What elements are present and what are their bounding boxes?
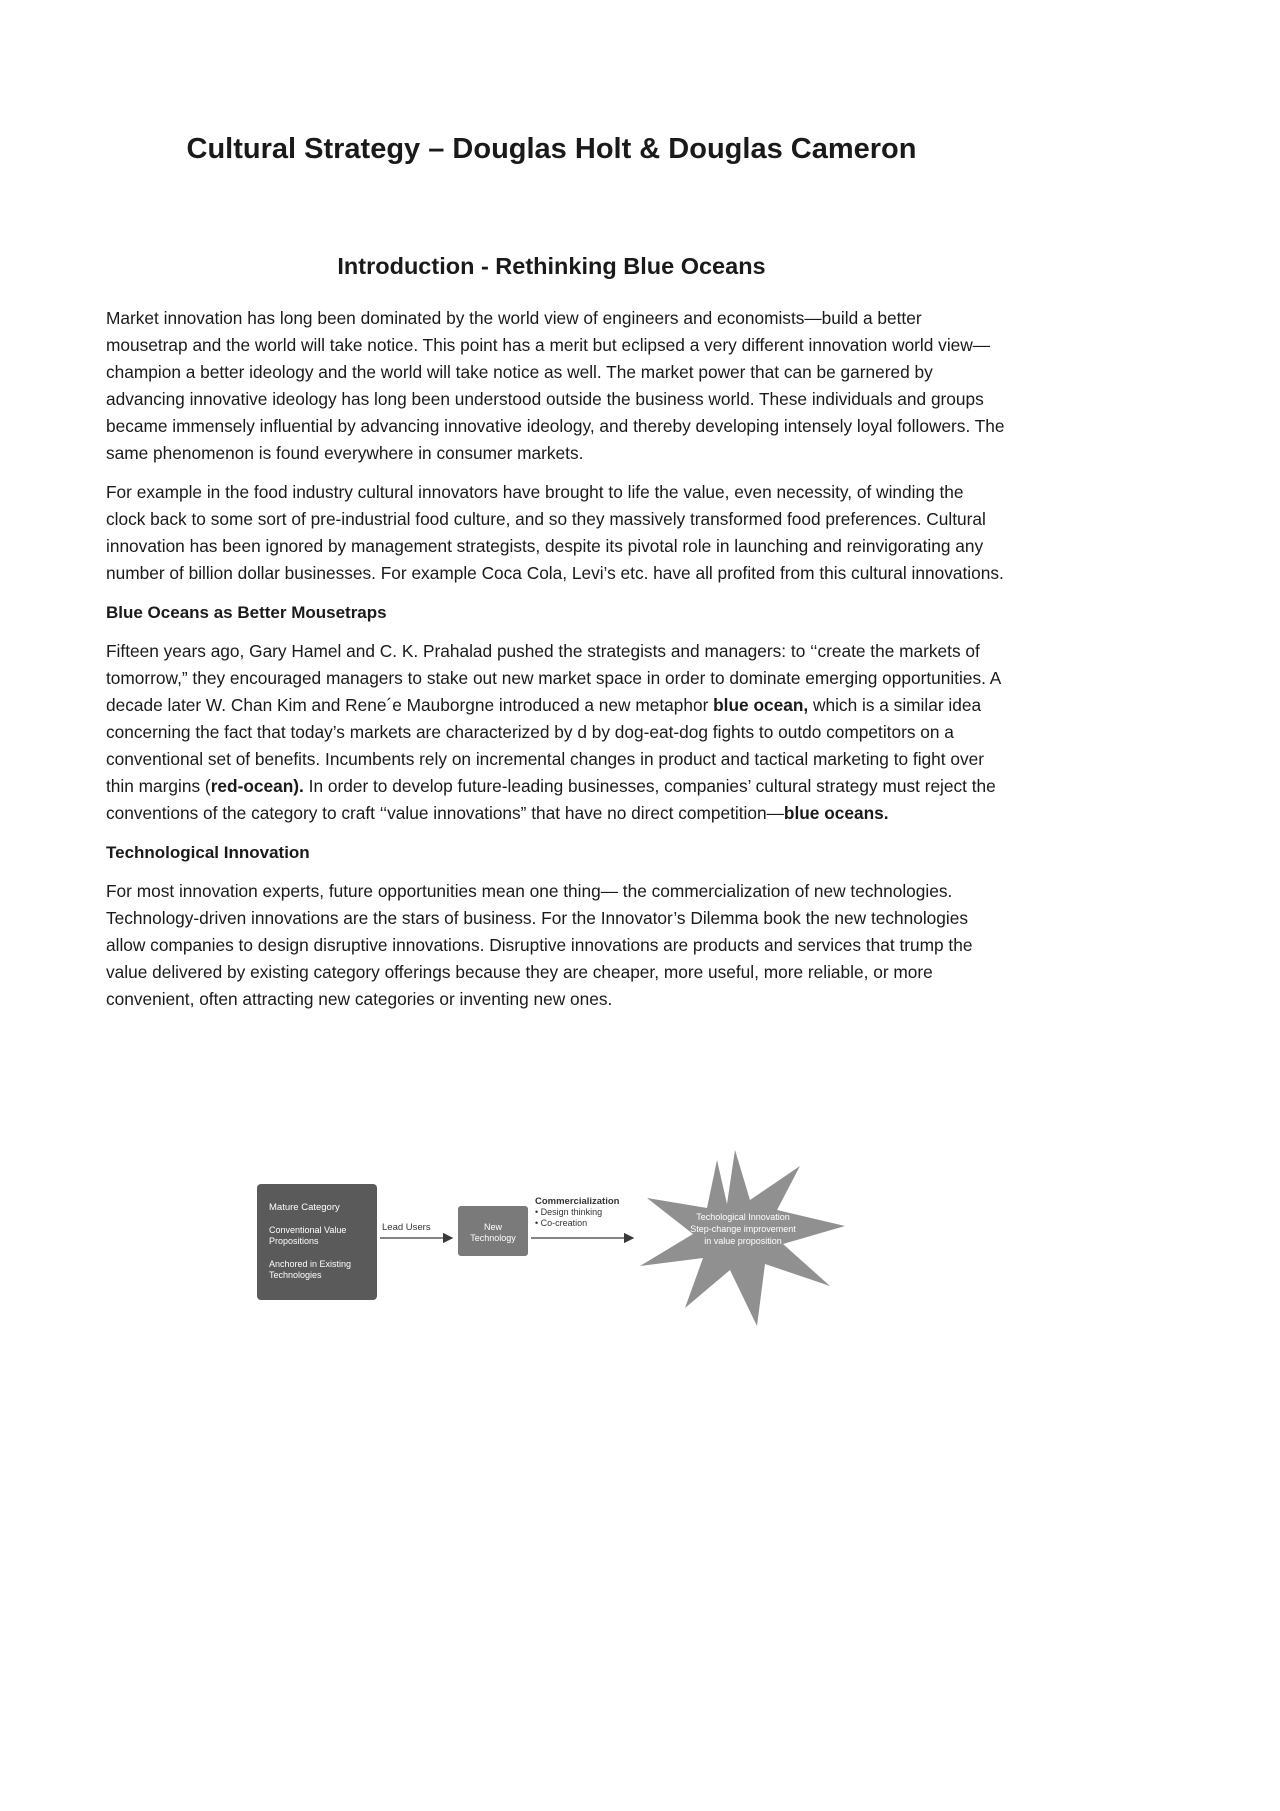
heading-technological-innovation: Technological Innovation: [106, 843, 310, 862]
new-tech-line-1: New: [483, 1222, 503, 1232]
mature-category-title: Mature Category: [269, 1202, 340, 1213]
intro-paragraph-2: For example in the food industry cultural innovators have brought to life the value, even necessity, of winding the clock back to some sort of pre-industrial food culture, and so they massively transformed food preferences. Cultural innovation has been ignored by management strategists, despite its pivotal role in launching and reinvigorating any number of billion dollar businesses. For example Coca Cola, Levi’s etc. have all profited from this cultural innovations.: [106, 482, 1004, 583]
bo-bold-blue-oceans: blue oceans.: [783, 803, 889, 823]
lead-users-label: Lead Users: [382, 1222, 431, 1233]
mature-line-3: Anchored in Existing: [269, 1259, 352, 1269]
section-title: Introduction - Rethinking Blue Oceans: [337, 253, 766, 279]
bo-text-1: Fifteen years ago, Gary Hamel and C. K. Prahalad pushed the strategists and managers: to ‘‘create the markets of tomorrow,” they encouraged managers to stake out new market space in order to dominate emerging opportunities. A decade later W. Chan Kim and Rene´e Mauborgne introduced a new metaphor: [106, 641, 1001, 715]
mature-line-4: Technologies: [269, 1270, 322, 1280]
mature-line-2: Propositions: [269, 1236, 319, 1246]
document-body: [106, 305, 1006, 1025]
star-line-3: in value proposition: [704, 1236, 782, 1246]
commercialization-bullet-1: • Design thinking: [535, 1207, 603, 1217]
star-line-1: Techological Innovation: [696, 1212, 790, 1222]
innovation-diagram: [255, 1148, 850, 1328]
star-line-2: Step-change improvement: [690, 1224, 796, 1234]
mature-line-1: Conventional Value: [269, 1225, 347, 1235]
commercialization-bullet-2: • Co-creation: [535, 1218, 588, 1228]
bo-bold-blue-ocean: blue ocean,: [713, 695, 809, 715]
new-tech-line-2: Technology: [470, 1233, 516, 1243]
bo-text-2: which is a similar idea concerning the fact that today’s markets are characterized by d by dog-eat-dog fights to outdo competitors on a conventional set of benefits. Incumbents rely on incremental changes in product and tactical marketing to fight over thin margins (: [106, 695, 984, 796]
commercialization-label: Commercialization: [535, 1196, 620, 1207]
blue-oceans-paragraph: [106, 638, 1006, 827]
tech-paragraph: For most innovation experts, future opportunities mean one thing— the commercialization of new technologies. Technology-driven innovations are the stars of business. For the Innovator’s Dilemma book the new technologies allow companies to design disruptive innovations. Disruptive innovations are products and services that trump the value delivered by existing category offerings because they are cheaper, more useful, more reliable, or more convenient, often attracting new categories or inventing new ones.: [106, 881, 973, 1009]
intro-paragraph-1: Market innovation has long been dominated by the world view of engineers and economists—build a better mousetrap and the world will take notice. This point has a merit but eclipsed a very different innovation world view—champion a better ideology and the world will take notice as well. The market power that can be garnered by advancing innovative ideology has long been understood outside the business world. These individuals and groups became immensely influential by advancing innovative ideology, and thereby developing intensely loyal followers. The same phenomenon is found everywhere in consumer markets.: [106, 308, 1005, 463]
bo-bold-red-ocean: red-ocean).: [210, 776, 304, 796]
heading-blue-oceans: Blue Oceans as Better Mousetraps: [106, 603, 387, 622]
document-title: Cultural Strategy – Douglas Holt & Douglas Cameron: [186, 133, 917, 165]
bo-text-3: In order to develop future-leading businesses, companies’ cultural strategy must reject the conventions of the category to craft ‘‘value innovations” that have no direct competition—: [106, 776, 996, 823]
